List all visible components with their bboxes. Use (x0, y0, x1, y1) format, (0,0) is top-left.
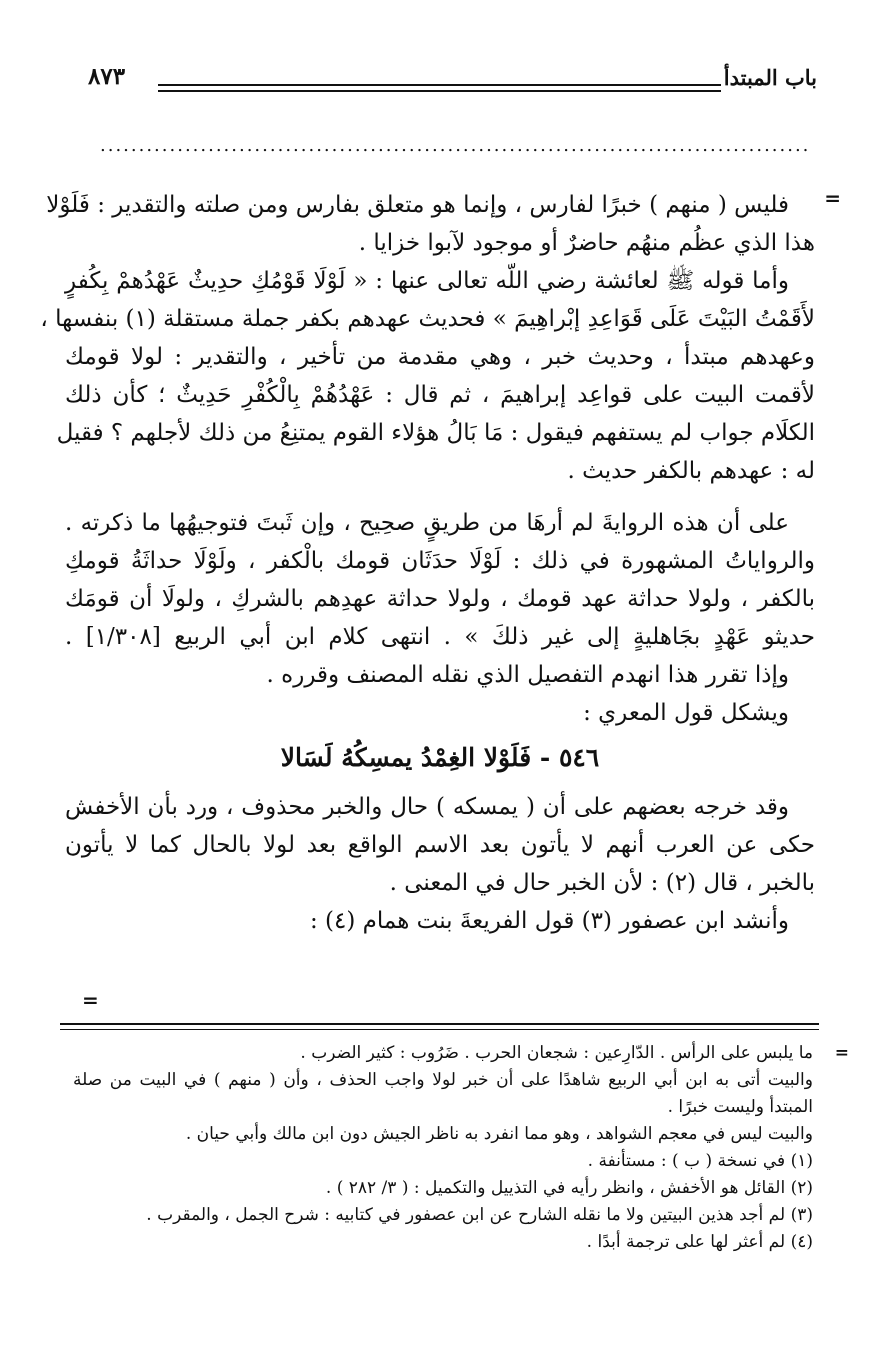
body-line: والرواياتُ المشهورة في ذلك : لَوْلَا حدَثَان قومك بالْكفر ، ولَوْلَا حداثَةُ قومكِ (65, 548, 815, 574)
body-line: فليس ( منهم ) خبرًا لفارس ، وإنما هو متعلق بفارس ومن صلته والتقدير : فَلَوْلا (46, 192, 789, 218)
body-line: وأما قوله ﷺ لعائشة رضي اللّه تعالى عنها : « لَوْلَا قَوْمُكِ حدِيثٌ عَهْدُهمْ بِكُفرٍ (65, 268, 789, 294)
body-line: على أن هذه الروايةَ لم أرهَا من طريقٍ صحِيح ، وإن ثَبتَ فتوجيهُها ما ذكرته . (65, 510, 789, 536)
body-line: لأَقَمْتُ البَيْتَ عَلَى قَوَاعِدِ إبْراهِيمَ » فحديث عهدهم بكفر جملة مستقلة (١) بنفسها ، (40, 306, 815, 332)
footnote-line: (٤) لم أعثر لها على ترجمة أبدًا . (586, 1232, 813, 1252)
header-rule-secondary (158, 90, 721, 92)
footnote-line: (١) في نسخة ( ب ) : مستأنفة . (587, 1151, 813, 1171)
footnote-line: ما يلبس على الرأس . الدّارِعين : شجعان الحرب . ضَرُوب : كثير الضرب . (300, 1043, 813, 1063)
dotted-separator: ............................................................................................ (100, 135, 811, 156)
body-line: وقد خرجه بعضهم على أن ( يمسكه ) حال والخبر محذوف ، ورد بأن الأخفش (65, 794, 789, 820)
body-line: وإذا تقرر هذا انهدم التفصيل الذي نقله المصنف وقرره . (266, 662, 789, 688)
continuation-mark-bottom: = (82, 988, 99, 1012)
body-line: الكلَام جواب لم يستفهم فيقول : مَا بَالُ هؤلاء القوم يمتنِعُ من ذلك لأجلهم ؟ فقيل (56, 420, 815, 446)
verse-citation: ٥٤٦ - فَلَوْلا الغِمْدُ يمسِكُهُ لَسَالا (280, 743, 600, 772)
continuation-mark-top: = (824, 186, 841, 210)
body-line: وأنشد ابن عصفور (٣) قول الفريعةَ بنت همام (٤) : (309, 908, 789, 934)
footnotes (73, 1040, 813, 1256)
body-line: ويشكل قول المعري : (583, 700, 789, 726)
main-text (40, 186, 815, 940)
header-rule (158, 84, 721, 86)
body-line: حكى عن العرب أنهم لا يأتون بعد الاسم الواقع بعد لولا بالحال كما لا يأتون (65, 832, 815, 858)
page-number: ٨٧٣ (88, 63, 126, 90)
footnote-line: (٣) لم أجد هذين البيتين ولا ما نقله الشارح عن ابن عصفور في كتابيه : شرح الجمل ، والمقرب . (146, 1205, 813, 1225)
body-line: بالخبر ، قال (٢) : لأن الخبر حال في المعنى . (389, 870, 815, 896)
footnote-separator-thin (60, 1029, 819, 1030)
body-line: بالكفر ، ولولا حداثة عهد قومك ، ولولا حداثة عهدِهم بالشركِ ، ولولَا أن قومَك (65, 586, 815, 612)
body-line: هذا الذي عظُم منهُم حاضرٌ أو موجود لآبوا خزايا . (358, 230, 815, 256)
footnote-line: والبيت ليس في معجم الشواهد ، وهو مما انفرد به ناظر الجيش دون ابن مالك وأبي حيان . (185, 1124, 813, 1144)
body-line: وعهدهم مبتدأ ، وحديث خبر ، وهي مقدمة من تأخير ، والتقدير : لولا قومك (65, 344, 815, 370)
footnote-separator (60, 1023, 819, 1025)
footnote-line: والبيت أتى به ابن أبي الربيع شاهدًا على أن خبر لولا واجب الحذف ، وأن ( منهم ) في البيت من صلة (73, 1070, 813, 1090)
footnote-line: المبتدأ وليست خبرًا . (667, 1097, 813, 1117)
body-line: حديثو عَهْدٍ بجَاهليةٍ إلى غير ذلكَ » . انتهى كلام ابن أبي الربيع [١/٣٠٨] . (65, 624, 815, 650)
body-line: له : عهدهم بالكفر حديث . (567, 458, 815, 484)
body-line: لأقمت البيت على قواعِد إبراهيمَ ، ثم قال : عَهْدُهُمْ بِالْكُفْرِ حَدِيثٌ ؛ كأن ذلك (65, 382, 815, 408)
footnote-line: (٢) القائل هو الأخفش ، وانظر رأيه في التذييل والتكميل : ( ٣/ ٢٨٢ ) . (325, 1178, 813, 1198)
running-header-chapter-title: باب المبتدأ (723, 65, 817, 90)
footnote-continuation-mark: = (834, 1043, 849, 1063)
